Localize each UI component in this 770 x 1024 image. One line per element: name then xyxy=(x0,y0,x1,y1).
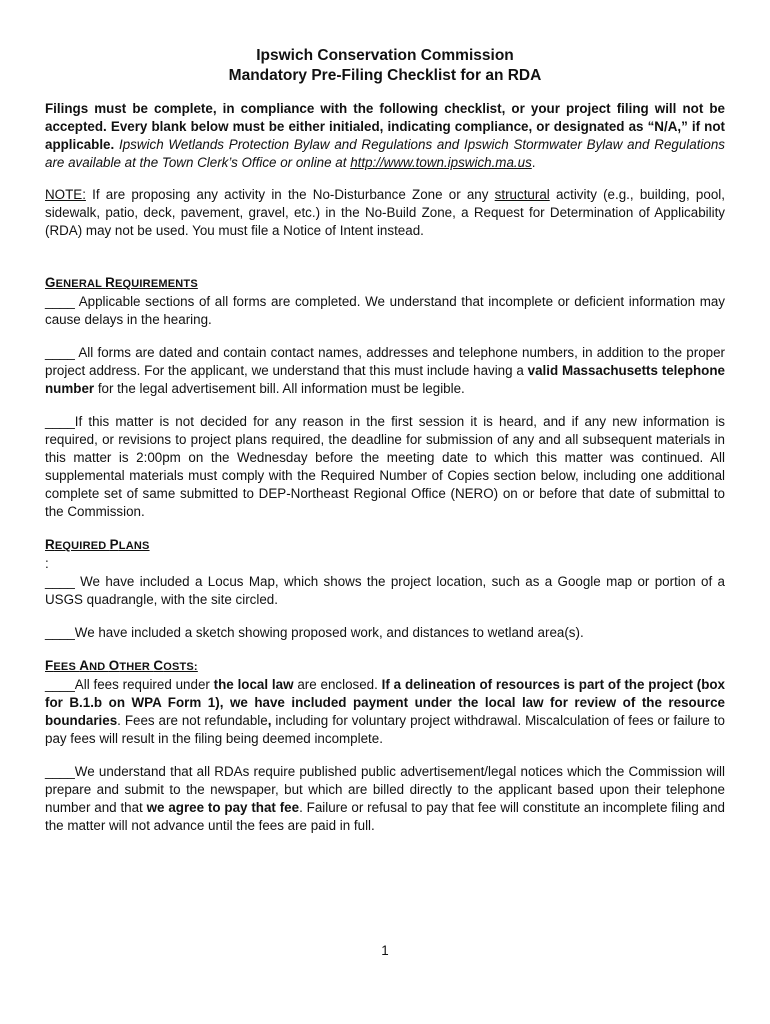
document-subtitle: Mandatory Pre-Filing Checklist for an RDA xyxy=(228,67,542,84)
title-block xyxy=(45,46,725,86)
intro-italic-text: Ipswich Wetlands Protection Bylaw and Regulations and Ipswich Stormwater Bylaw and Regulations are available at the Town Clerk’s Office or online at xyxy=(45,137,725,170)
note-label: NOTE: xyxy=(45,187,86,202)
general-item-continuation: ____If this matter is not decided for any reason in the first session it is heard, and if any new information is required, or revisions to project plans required, the deadline for submission of any and all subsequent materials in this matter is 2:00pm on the Wednesday before the meeting date to which this matter was continued. All supplemental materials must comply with the Required Number of Copies section below, including one additional complete set of same submitted to DEP-Northeast Regional Office (NERO) on or before that date of submittal to the Commission. xyxy=(45,414,725,519)
note-text-b: activity (e.g., building, pool, sidewalk, patio, deck, pavement, gravel, etc.) in the No-Build Zone, a Request for Determination of Applicability (RDA) may not be used. You must file a Notice of Intent instead. xyxy=(45,187,725,238)
page-number: 1 xyxy=(381,943,389,958)
initial-blank[interactable]: ____ xyxy=(45,764,75,779)
valid-phone-emphasis: valid Massachusetts telephone number xyxy=(45,363,725,396)
required-plans-heading: REQUIRED PLANS xyxy=(45,537,150,552)
initial-blank[interactable]: ____ xyxy=(45,294,75,309)
agree-to-pay-emphasis: we agree to pay that fee xyxy=(146,800,300,815)
initial-blank[interactable]: ____ xyxy=(45,625,75,640)
plans-item-sketch: ____We have included a sketch showing proposed work, and distances to wetland area(s). xyxy=(45,625,584,640)
delineation-emphasis: If a delineation of resources is part of the project (box for B.1.b on WPA Form 1), we have included payment under the local law for review of the resource boundaries xyxy=(45,677,725,728)
initial-blank[interactable]: ____ xyxy=(45,345,75,360)
fees-item-local-law: ____All fees required under the local law are enclosed. If a delineation of resources is part of the project (box for B.1.b on WPA Form 1), we have included payment under the local law for review of the resource boundaries. Fees are not refundable, including for voluntary project withdrawal. Miscalculation of fees or failure to pay fees will result in the filing being deemed incomplete. xyxy=(45,677,725,746)
fees-heading: FEES AND OTHER COSTS: xyxy=(45,658,198,673)
intro-bold-text: Filings must be complete, in compliance with the following checklist, or your project filing will not be accepted. Every blank below must be either initialed, indicating compliance, or designated as “N/A,” if not applicable. xyxy=(45,101,725,152)
initial-blank[interactable]: ____ xyxy=(45,574,75,589)
general-item-forms-dated: ____ All forms are dated and contain contact names, addresses and telephone numbers, in addition to the proper project address. For the applicant, we understand that this must include having a valid Massachusetts telephone number for the legal advertisement bill. All information must be legible. xyxy=(45,345,725,396)
initial-blank[interactable]: ____ xyxy=(45,414,75,429)
required-plans-colon: : xyxy=(45,556,49,571)
general-item-forms-completed: ____ Applicable sections of all forms are completed. We understand that incomplete or deficient information may cause delays in the hearing. xyxy=(45,294,725,327)
local-law-emphasis: the local law xyxy=(213,677,294,692)
initial-blank[interactable]: ____ xyxy=(45,677,75,692)
plans-item-locus-map: ____ We have included a Locus Map, which shows the project location, such as a Google map or portion of a USGS quadrangle, with the site circled. xyxy=(45,574,725,607)
intro-trailing: . xyxy=(531,155,536,170)
document-title: Ipswich Conservation Commission xyxy=(256,47,514,64)
note-text-a: If are proposing any activity in the No-Disturbance Zone or any xyxy=(92,187,489,202)
note-structural-word: structural xyxy=(494,187,550,202)
town-website-link[interactable]: http://www.town.ipswich.ma.us xyxy=(350,155,532,170)
intro-paragraph xyxy=(45,100,725,172)
note-paragraph xyxy=(45,186,725,240)
fees-item-advertisement: ____We understand that all RDAs require published public advertisement/legal notices which the Commission will prepare and submit to the newspaper, but which are billed directly to the applicant based upon their telephone number and that we agree to pay that fee. Failure or refusal to pay that fee will constitute an incomplete filing and the matter will not advance until the fees are paid in full. xyxy=(45,764,725,833)
general-requirements-heading: GENERAL REQUIREMENTS xyxy=(45,275,198,290)
